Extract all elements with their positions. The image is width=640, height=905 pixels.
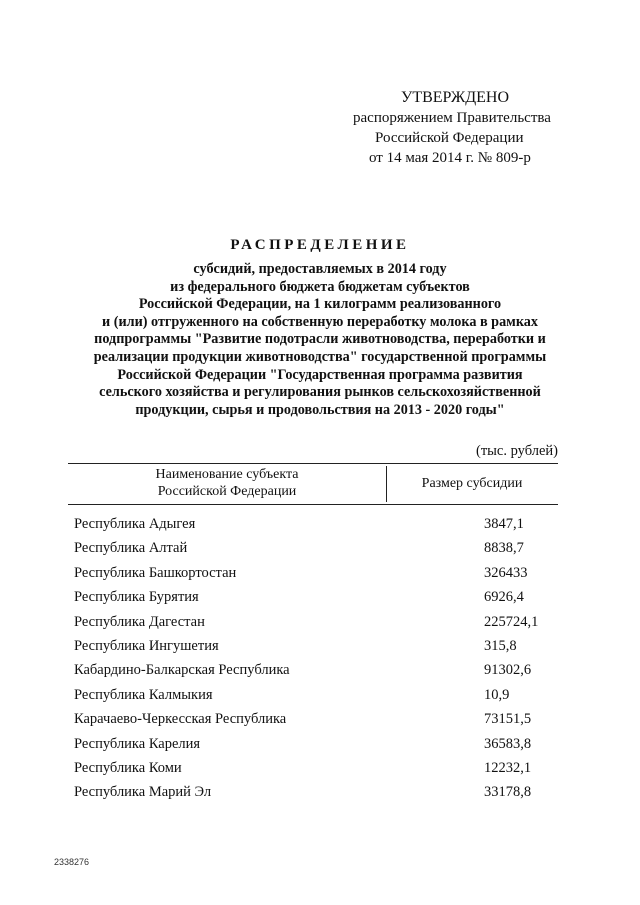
subsidy-amount: 225724,1	[484, 613, 539, 630]
subsidy-amount: 73151,5	[484, 711, 532, 728]
table-row	[74, 585, 564, 609]
column-header-region-line: Российской Федерации	[157, 484, 297, 499]
table-row	[74, 512, 564, 536]
table-row	[74, 732, 564, 756]
table-body	[74, 512, 564, 805]
region-name: Республика Адыгея	[74, 516, 196, 532]
subsidy-amount: 91302,6	[484, 662, 532, 679]
region-name: Республика Алтай	[74, 540, 188, 557]
table-row	[74, 561, 564, 585]
approval-heading: УТВЕРЖДЕНО	[401, 89, 510, 106]
approval-date: от 14 мая 2014 г. № 809-р	[369, 150, 531, 166]
table-row	[74, 707, 564, 731]
subtitle-line: сельского хозяйства и регулирования рынков сельскохозяйственной	[99, 384, 541, 401]
subtitle-line: субсидий, предоставляемых в 2014 году	[193, 261, 447, 277]
subsidy-amount: 3847,1	[484, 516, 524, 532]
subtitle-line: подпрограммы "Развитие подотрасли животноводства, переработки и	[94, 331, 546, 348]
unit-label: (тыс. рублей)	[476, 443, 558, 459]
region-name: Республика Дагестан	[74, 613, 205, 630]
column-header-region-line: Наименование субъекта	[155, 467, 299, 482]
region-name: Республика Башкортостан	[74, 564, 237, 581]
subsidy-amount: 33178,8	[484, 784, 532, 801]
table-row	[74, 756, 564, 780]
table-header	[68, 463, 558, 505]
column-header-amount: Размер субсидии	[421, 476, 523, 491]
column-header-region	[68, 466, 386, 500]
region-name: Республика Карелия	[74, 735, 201, 752]
subtitle-line: продукции, сырья и продовольствия на 2013 - 2020 годы"	[135, 401, 505, 418]
subsidy-amount: 12232,1	[484, 759, 532, 776]
region-name: Республика Марий Эл	[74, 784, 212, 801]
table-row	[74, 634, 564, 658]
approval-line: Российской Федерации	[375, 130, 524, 146]
document-title: РАСПРЕДЕЛЕНИЕ	[230, 237, 410, 253]
document-subtitle	[60, 261, 580, 419]
subsidy-amount: 36583,8	[484, 735, 532, 752]
subtitle-line: Российской Федерации "Государственная программа развития	[117, 366, 523, 383]
subtitle-line: Российской Федерации, на 1 килограмм реализованного	[138, 296, 502, 313]
table-row	[74, 683, 564, 707]
approval-line: распоряжением Правительства	[353, 110, 551, 126]
region-name: Республика Бурятия	[74, 589, 199, 606]
subsidy-amount: 326433	[484, 564, 528, 581]
subsidy-amount: 6926,4	[484, 589, 524, 606]
table-row	[74, 658, 564, 682]
subtitle-line: и (или) отгруженного на собственную переработку молока в рамках	[102, 313, 538, 330]
region-name: Республика Ингушетия	[74, 637, 219, 654]
subsidy-amount: 8838,7	[484, 540, 524, 557]
subsidy-amount: 315,8	[484, 637, 517, 654]
subtitle-line: реализации продукции животноводства" государственной программы	[93, 348, 547, 365]
region-name: Республика Калмыкия	[74, 686, 213, 703]
region-name: Карачаево-Черкесская Республика	[74, 711, 287, 728]
table-row	[74, 780, 564, 804]
region-name: Кабардино-Балкарская Республика	[74, 662, 290, 679]
subsidy-amount: 10,9	[484, 686, 510, 703]
table-row	[74, 536, 564, 560]
document-code: 2338276	[54, 857, 90, 867]
region-name: Республика Коми	[74, 759, 182, 776]
subtitle-line: из федерального бюджета бюджетам субъектов	[170, 278, 470, 295]
table-row	[74, 610, 564, 634]
approval-block	[345, 88, 575, 168]
